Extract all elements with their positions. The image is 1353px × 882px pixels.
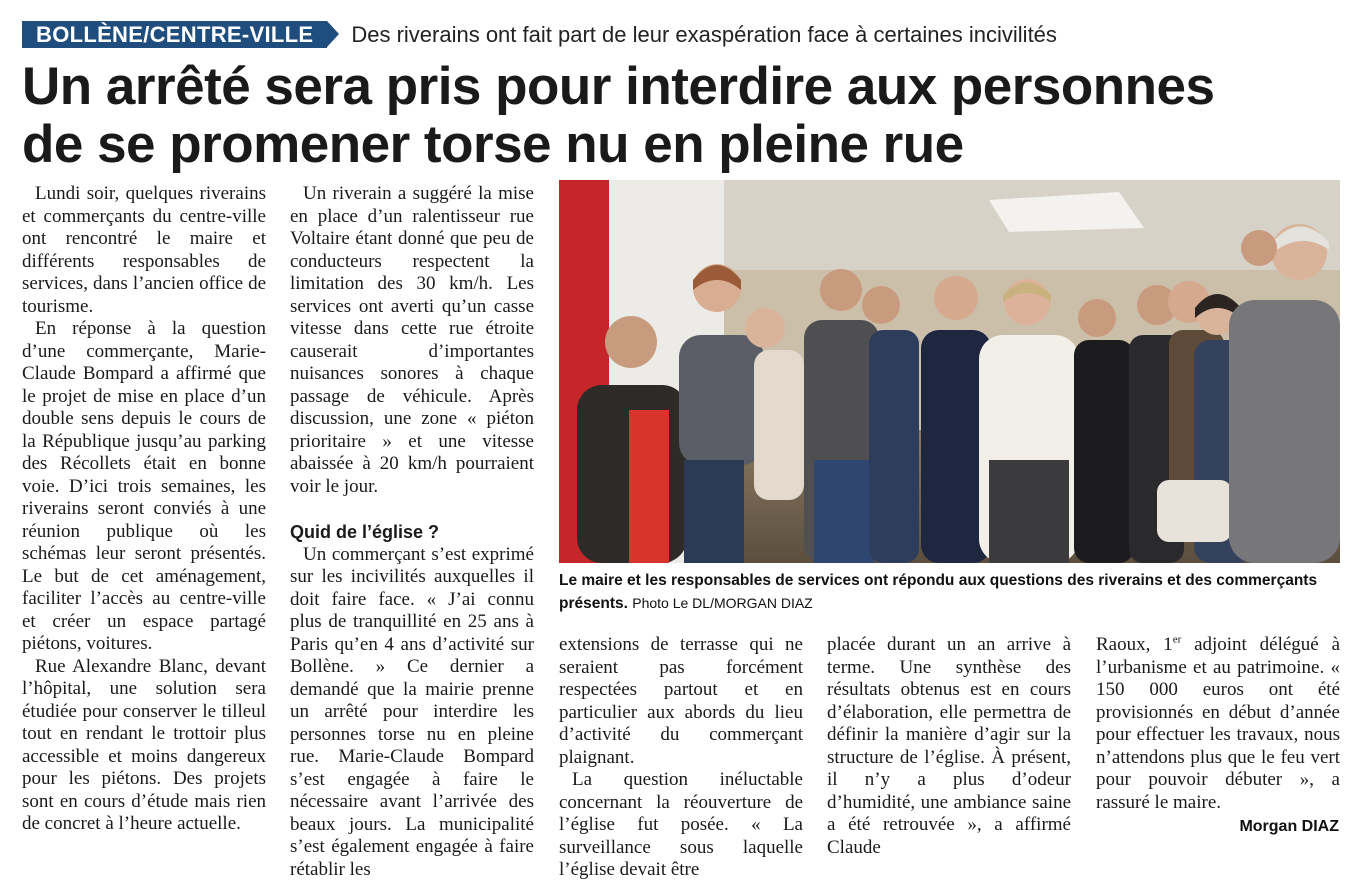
photo-credit: Photo Le DL/MORGAN DIAZ — [632, 595, 813, 611]
ordinal-superscript: er — [1172, 633, 1182, 646]
article-photo — [559, 180, 1340, 563]
text-run: Raoux, 1 — [1096, 634, 1173, 655]
section-tag: BOLLÈNE/CENTRE-VILLE — [22, 21, 327, 48]
paragraph: Lundi soir, quelques riverains et commerçants du centre-ville ont rencontré le maire et différents responsables de services, dans l’ancien office de tourisme. — [22, 183, 266, 317]
kicker — [22, 21, 1057, 48]
subheadline: Des riverains ont fait part de leur exaspération face à certaines incivilités — [351, 21, 1057, 47]
article-column-2 — [290, 183, 534, 881]
meeting-photo-illustration — [559, 180, 1340, 563]
paragraph: extensions de terrasse qui ne seraient pas forcément respectées partout et en particulier aux abords du lieu d’activité du commerçant plaignant. — [559, 634, 803, 768]
headline-line-2: de se promener torse nu en pleine rue — [22, 115, 964, 174]
article-column-3 — [559, 634, 803, 882]
article-column-5 — [1096, 634, 1340, 814]
headline-line-1: Un arrêté sera pris pour interdire aux personnes — [22, 57, 1215, 116]
article-column-4 — [827, 634, 1071, 859]
paragraph: Un commerçant s’est exprimé sur les incivilités auxquelles il doit faire face. « J’ai connu plus de tranquillité en 25 ans à Paris qu’en 4 ans d’activité sur Bollène. » Ce dernier a demandé que la mairie prenne un arrêté pour interdire les personnes torse nu en pleine rue. Marie-Claude Bompard s’est engagée à faire le nécessaire avant l’arrivée des beaux jours. La municipalité s’est également engagée à faire rétablir les — [290, 543, 534, 880]
paragraph — [1096, 634, 1340, 814]
paragraph: Un riverain a suggéré la mise en place d’un ralentisseur rue Voltaire étant donné que peu de conducteurs respectent la limitation des 30 km/h. Les services ont averti qu’un casse vitesse dans cette rue étroite causerait d’importantes nuisances sonores à chaque passage de véhicule. Après discussion, une zone « piéton prioritaire » et une vitesse abaissée à 20 km/h pourraient voir le jour. — [290, 183, 534, 497]
paragraph: Rue Alexandre Blanc, devant l’hôpital, une solution sera étudiée pour conserver le tilleul tout en rendant le trottoir plus accessible et moins dangereux pour les piétons. Des projets sont en cours d’étude mais rien de concret à l’heure actuelle. — [22, 655, 266, 834]
paragraph: En réponse à la question d’une commerçante, Marie-Claude Bompard a affirmé que le projet de mise en place d’un double sens depuis le cours de la République jusqu’au parking des Récollets était en bonne voie. D’ici trois semaines, les riverains seront conviés à une réunion publique où les schémas leur seront présentés. Le but de cet aménagement, faciliter l’accès au centre-ville et créer un espace partagé piétons, voitures. — [22, 318, 266, 654]
author-signature: Morgan DIAZ — [1239, 818, 1339, 835]
caption-text: Le maire et les responsables de services ont répondu aux questions des riverains et des commerçants présents. — [559, 572, 1318, 612]
paragraph: placée durant un an arrive à terme. Une synthèse des résultats obtenus est en cours d’élaboration, elle permettra de définir la manière d’agir sur la structure de l’église. À présent, il n’y a plus d’odeur d’humidité, une ambiance saine a été retrouvée », a affirmé Claude — [827, 634, 1071, 858]
paragraph: La question inéluctable concernant la réouverture de l’église fut posée. « La surveillance sous laquelle l’église devait être — [559, 769, 803, 880]
text-run: adjoint délégué à l’urbanisme et au patrimoine. « 150 000 euros ont été provisionnés en début d’année pour effectuer les travaux, nous n’attendons plus que le feu vert pour pouvoir débuter », a rassuré le maire. — [1096, 634, 1340, 813]
headline — [22, 58, 1342, 174]
article-column-1 — [22, 183, 266, 836]
section-heading: Quid de l’église ? — [290, 522, 440, 542]
photo-caption — [559, 570, 1340, 615]
